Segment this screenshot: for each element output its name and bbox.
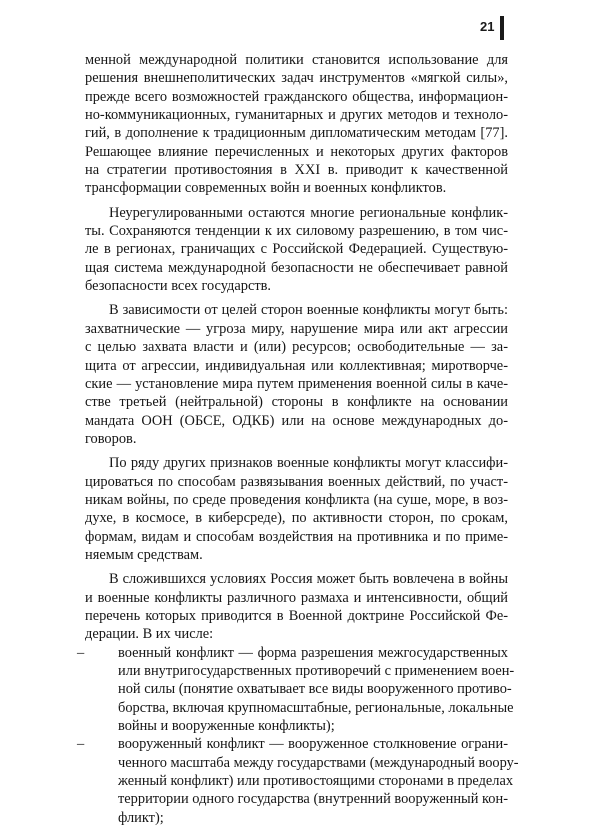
list-line bbox=[77, 644, 508, 662]
text-line: с целью захвата власти и (или) ресурсов; освободительные — за- bbox=[85, 339, 508, 356]
text-line: ские — установление мира путем применения военной силы в каче- bbox=[85, 375, 508, 392]
text-line: мандата ООН (ОБСЕ, ОДКБ) или на основе международных до- bbox=[85, 412, 508, 429]
text-line: трансформации современных войн и военных конфликтов. bbox=[85, 180, 447, 197]
paragraph-2 bbox=[85, 204, 508, 296]
text-line: В сложившихся условиях Россия может быть вовлечена в войны bbox=[109, 571, 508, 588]
list-line: или внутригосударственных противоречий с применением воен- bbox=[118, 663, 515, 679]
text-line: говоров. bbox=[85, 430, 137, 447]
list-line bbox=[77, 735, 508, 753]
list-dash: – bbox=[77, 644, 85, 661]
list-line: войны и вооруженные конфликты); bbox=[118, 718, 335, 735]
list-line: ной силы (понятие охватывает все виды вооруженного противо- bbox=[118, 681, 512, 698]
paragraph-3 bbox=[85, 301, 508, 448]
text-line: перечень которых приводится в Военной доктрине Российской Фе- bbox=[85, 607, 508, 624]
text-line: но-коммуникационных, гуманитарных и других методов и техноло- bbox=[85, 107, 508, 124]
list-line: ченного масштаба между государствами (международный воору- bbox=[118, 754, 519, 771]
text-line: прежде всего возможностей гражданского общества, информацион- bbox=[85, 88, 508, 105]
text-line: щита от агрессии, индивидуальная или коллективная; миротворче- bbox=[85, 357, 508, 374]
text-line: няемым средствам. bbox=[85, 546, 203, 563]
text-line: цироваться по способам развязывания военных действий, по участ- bbox=[85, 473, 508, 490]
text-line: захватнические — угроза миру, нарушение мира или акт агрессии bbox=[85, 320, 508, 337]
text-line: В зависимости от целей сторон военные конфликты могут быть: bbox=[109, 302, 508, 319]
text-line: на стратегии противостояния в XXI в. приводит к качественной bbox=[85, 162, 508, 179]
list-item-1 bbox=[77, 644, 515, 736]
text-line: гий, в дополнение к традиционным дипломатическим методам [77]. bbox=[85, 125, 508, 142]
page-number: 21 bbox=[480, 19, 495, 34]
list-item-2 bbox=[77, 735, 519, 827]
text-line: формам, видам и способам воздействия на противника и по приме- bbox=[85, 528, 508, 545]
list-line: территории одного государства (внутренний вооруженный кон- bbox=[118, 791, 508, 808]
text-line: безопасности всех государств. bbox=[85, 278, 272, 295]
list-line: борства, включая крупномасштабные, региональные, локальные bbox=[118, 699, 514, 716]
page-marker-bar bbox=[500, 16, 504, 40]
list-line: женный конфликт) или противостоящими сторонами в пределах bbox=[118, 773, 514, 790]
list-text: военный конфликт — форма разрешения межгосударственных bbox=[118, 644, 508, 661]
list-text: вооруженный конфликт — вооруженное столкновение ограни- bbox=[118, 736, 508, 753]
text-line: Решающее влияние перечисленных и некоторых других факторов bbox=[85, 143, 508, 160]
text-line: и военные конфликты различного размаха и интенсивности, общий bbox=[85, 589, 508, 606]
paragraph-1 bbox=[85, 51, 508, 198]
text-line: ты. Сохраняются тенденции к их силовому разрешению, в том чис- bbox=[85, 223, 508, 240]
paragraph-4 bbox=[85, 454, 508, 564]
list-dash: – bbox=[77, 736, 85, 753]
paragraph-5 bbox=[85, 570, 508, 643]
body-text bbox=[77, 51, 519, 827]
text-line: решения внешнеполитических задач инструментов «мягкой силы», bbox=[85, 70, 508, 87]
text-line: никам войны, по среде проведения конфликта (на суше, море, в воз- bbox=[85, 491, 508, 508]
text-line: стве третьей (нейтральной) стороны в конфликте на основании bbox=[85, 394, 508, 411]
text-line: дерации. В их числе: bbox=[85, 626, 214, 643]
text-line: щая система международной безопасности не обеспечивает равной bbox=[85, 259, 508, 276]
text-line: ле в регионах, граничащих с Российской Федерацией. Существую- bbox=[85, 241, 508, 258]
text-line: менной международной политики становится использование для bbox=[85, 52, 508, 68]
text-line: Неурегулированными остаются многие региональные конфлик- bbox=[109, 204, 508, 221]
text-line: По ряду других признаков военные конфликты могут классифи- bbox=[109, 455, 508, 472]
list-line: фликт); bbox=[118, 809, 164, 826]
text-line: духе, в космосе, в киберсреде), по активности сторон, по срокам, bbox=[85, 510, 508, 527]
